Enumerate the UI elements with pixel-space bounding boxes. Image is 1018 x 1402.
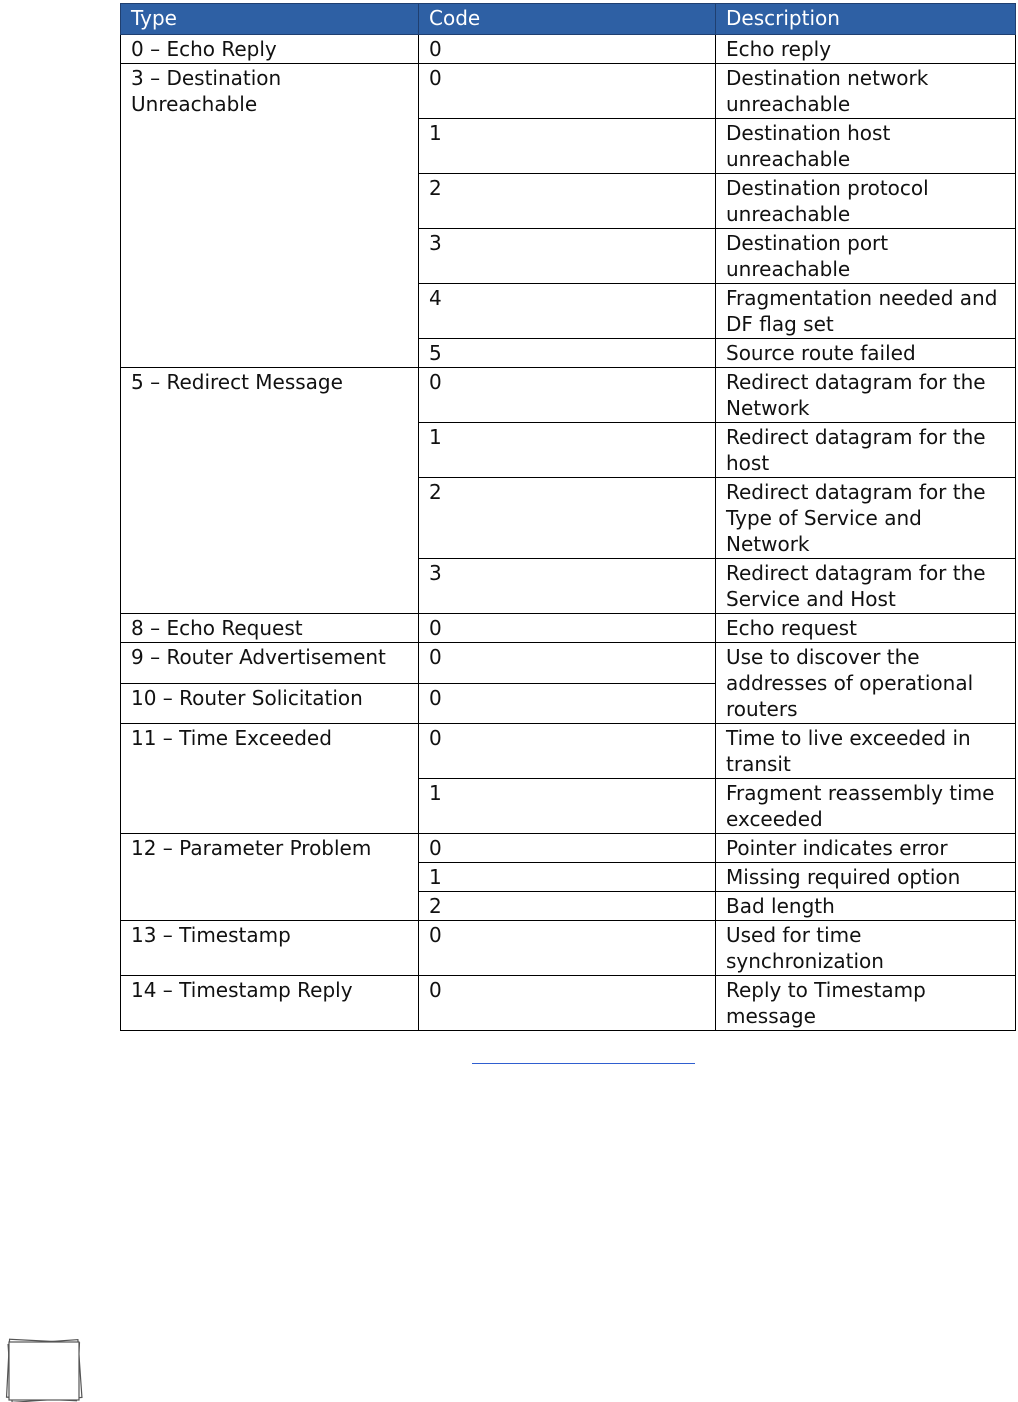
cell-type: 11 – Time Exceeded [121, 724, 419, 834]
table-row [121, 834, 1016, 863]
cell-type: 5 – Redirect Message [121, 368, 419, 614]
table-row [121, 976, 1016, 1031]
header-description: Description [716, 4, 1016, 35]
cell-code: 0 [419, 976, 716, 1031]
table-row [121, 724, 1016, 779]
cell-description: Redirect datagram for the Network [716, 368, 1016, 423]
cell-description: Pointer indicates error [716, 834, 1016, 863]
cell-description: Destination network unreachable [716, 64, 1016, 119]
hyperlink-underline[interactable] [472, 1063, 695, 1064]
cell-code: 1 [419, 863, 716, 892]
cell-type: 8 – Echo Request [121, 614, 419, 643]
cell-code: 0 [419, 724, 716, 779]
table-row [121, 368, 1016, 423]
page-stack-icon [4, 1336, 84, 1402]
cell-description: Echo request [716, 614, 1016, 643]
table-row [121, 921, 1016, 976]
icmp-types-table [120, 3, 1016, 1031]
cell-type: 12 – Parameter Problem [121, 834, 419, 921]
cell-description: Reply to Timestamp message [716, 976, 1016, 1031]
cell-code: 1 [419, 119, 716, 174]
cell-description: Destination protocol unreachable [716, 174, 1016, 229]
cell-code: 3 [419, 559, 716, 614]
cell-type: 14 – Timestamp Reply [121, 976, 419, 1031]
cell-code: 0 [419, 614, 716, 643]
cell-type: 3 – Destination Unreachable [121, 64, 419, 368]
cell-description: Redirect datagram for the Service and Host [716, 559, 1016, 614]
cell-code: 1 [419, 423, 716, 478]
table-row [121, 643, 1016, 684]
cell-description: Destination host unreachable [716, 119, 1016, 174]
cell-description: Echo reply [716, 35, 1016, 64]
table-body [121, 35, 1016, 1031]
cell-code: 0 [419, 64, 716, 119]
cell-description: Use to discover the addresses of operational routers [716, 643, 1016, 724]
table-row [121, 614, 1016, 643]
cell-code: 0 [419, 683, 716, 724]
cell-description: Bad length [716, 892, 1016, 921]
icmp-table-container [120, 3, 1015, 1031]
cell-code: 2 [419, 174, 716, 229]
header-type: Type [121, 4, 419, 35]
cell-type: 13 – Timestamp [121, 921, 419, 976]
cell-description: Used for time synchronization [716, 921, 1016, 976]
cell-code: 5 [419, 339, 716, 368]
table-header-row [121, 4, 1016, 35]
cell-code: 0 [419, 35, 716, 64]
cell-type: 9 – Router Advertisement [121, 643, 419, 684]
cell-description: Fragment reassembly time exceeded [716, 779, 1016, 834]
cell-code: 3 [419, 229, 716, 284]
header-code: Code [419, 4, 716, 35]
cell-code: 0 [419, 921, 716, 976]
cell-description: Destination port unreachable [716, 229, 1016, 284]
cell-type: 10 – Router Solicitation [121, 683, 419, 724]
cell-code: 2 [419, 892, 716, 921]
cell-description: Redirect datagram for the Type of Service and Network [716, 478, 1016, 559]
cell-description: Redirect datagram for the host [716, 423, 1016, 478]
cell-code: 1 [419, 779, 716, 834]
cell-code: 0 [419, 834, 716, 863]
table-row [121, 64, 1016, 119]
cell-type: 0 – Echo Reply [121, 35, 419, 64]
cell-description: Source route failed [716, 339, 1016, 368]
cell-code: 2 [419, 478, 716, 559]
cell-code: 0 [419, 643, 716, 684]
cell-description: Fragmentation needed and DF flag set [716, 284, 1016, 339]
cell-code: 4 [419, 284, 716, 339]
cell-description: Missing required option [716, 863, 1016, 892]
table-row [121, 35, 1016, 64]
cell-code: 0 [419, 368, 716, 423]
cell-description: Time to live exceeded in transit [716, 724, 1016, 779]
